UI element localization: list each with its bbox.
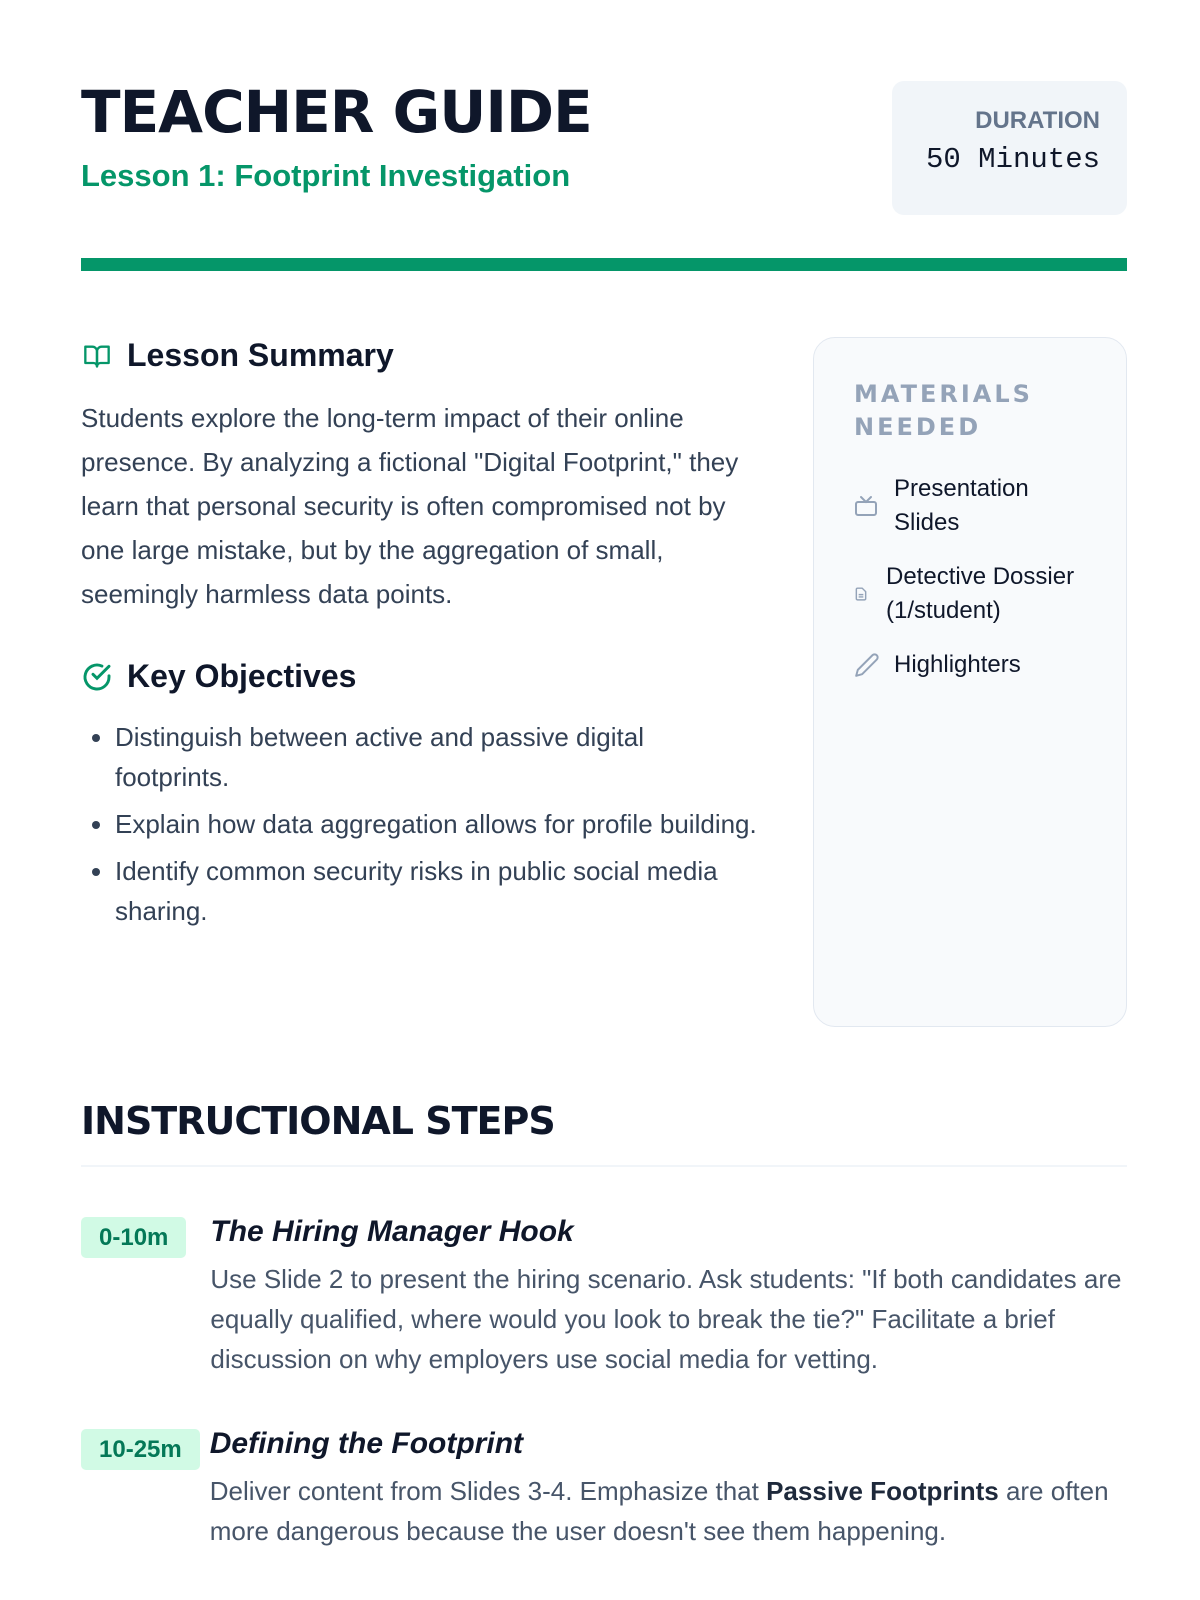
file-icon — [854, 586, 868, 602]
page-title: TEACHER GUIDE — [81, 78, 592, 146]
summary-heading — [81, 337, 761, 374]
time-badge: 0-10m — [81, 1217, 186, 1258]
material-item — [854, 472, 1086, 540]
material-label: Detective Dossier (1/student) — [886, 563, 1075, 624]
materials-heading: MATERIALS NEEDED — [854, 380, 1033, 441]
material-label: Highlighters — [894, 651, 1021, 678]
material-item — [854, 560, 1086, 628]
lesson-subtitle: Lesson 1: Footprint Investigation — [81, 158, 571, 193]
material-item — [854, 648, 1086, 682]
material-label: Presentation Slides — [894, 475, 1029, 536]
step-text-part: are often more dangerous because the user doesn't see them happening. — [209, 1476, 1109, 1546]
book-open-icon — [81, 342, 113, 370]
duration-card — [892, 81, 1127, 215]
steps-divider — [81, 1165, 1127, 1167]
steps-heading: INSTRUCTIONAL STEPS — [81, 1099, 555, 1143]
pencil-icon — [854, 652, 880, 678]
objectives-heading — [81, 658, 761, 695]
summary-text: Students explore the long-term impact of their online presence. By analyzing a fictional "Digital Footprint," they learn that personal security is often compromised not by one large mistake, but by the aggregation of small, seemingly harmless data points. — [81, 403, 739, 609]
objective-item: • Identify common security risks in public social media sharing. — [115, 851, 761, 931]
objective-item: • Distinguish between active and passive digital footprints. — [115, 717, 761, 797]
step-text-part: Deliver content from Slides 3-4. Emphasize that — [209, 1476, 767, 1506]
materials-card — [813, 337, 1127, 1027]
step-text-bold: Passive Footprints — [766, 1476, 999, 1506]
step-item — [81, 1215, 1127, 1379]
objectives-list — [81, 717, 761, 931]
step-title: The Hiring Manager Hook — [210, 1215, 574, 1248]
step-text — [210, 1471, 1127, 1551]
step-text: Use Slide 2 to present the hiring scenario. Ask students: "If both candidates are equally qualified, where would you look to break the tie?" Facilitate a brief discussion on why employers use social media for vetting. — [210, 1264, 1122, 1374]
tv-icon — [854, 494, 878, 518]
duration-label: DURATION — [975, 107, 1100, 134]
accent-divider — [81, 258, 1127, 271]
step-item — [81, 1427, 1127, 1551]
objectives-heading-text: Key Objectives — [127, 658, 357, 694]
check-circle-icon — [81, 661, 113, 693]
header — [81, 0, 1127, 215]
time-badge: 10-25m — [81, 1429, 200, 1470]
objective-item: • Explain how data aggregation allows for profile building. — [115, 804, 761, 844]
step-title: Defining the Footprint — [209, 1427, 524, 1460]
duration-value: 50 Minutes — [925, 143, 1100, 176]
summary-heading-text: Lesson Summary — [127, 337, 394, 373]
